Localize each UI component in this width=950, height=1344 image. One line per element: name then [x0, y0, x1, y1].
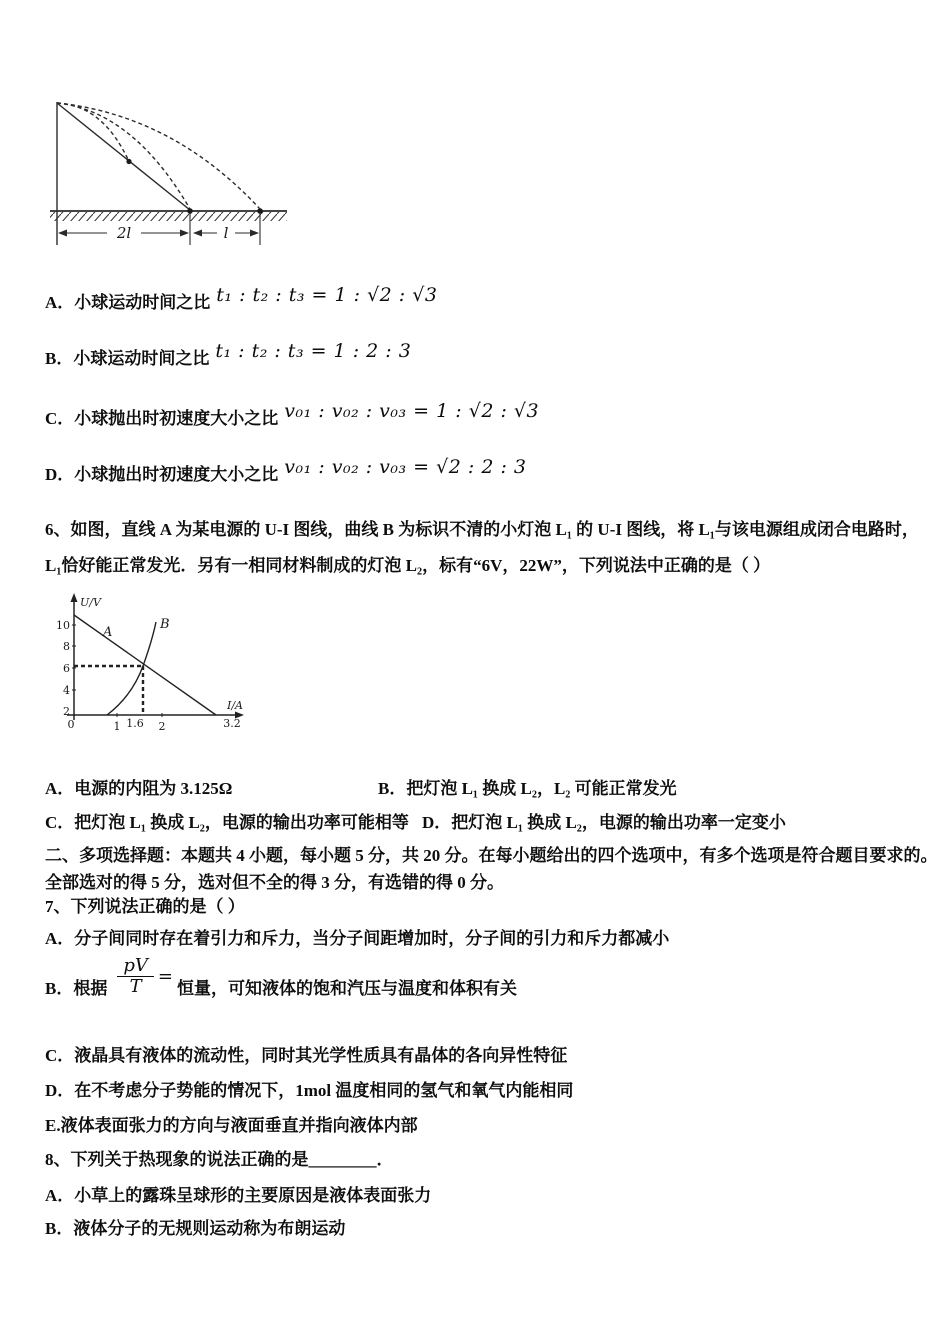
- y-tick-label-10: 10: [56, 619, 70, 632]
- projectile-figure: [45, 97, 295, 252]
- q5-option-d: [45, 456, 527, 487]
- trajectory-3: [57, 103, 260, 209]
- y-tick-label-6: 6: [63, 662, 70, 675]
- y-axis-label: U/V: [80, 596, 101, 609]
- y-tick-label-4: 4: [63, 684, 70, 697]
- q6-options-row1: [45, 777, 677, 801]
- q7-option-e: E.液体表面张力的方向与液面垂直并指向液体内部: [45, 1116, 418, 1135]
- q5-option-d-formula: v₀₁ : v₀₂ : v₀₃ = √2 : 2 : 3: [284, 456, 527, 478]
- q5-option-d-label: D．: [45, 465, 75, 484]
- landing-dot-2l: [187, 208, 193, 214]
- ui-graph-figure: [55, 592, 255, 742]
- q5-option-b-formula: t₁ : t₂ : t₃ = 1 : 2 : 3: [215, 340, 412, 362]
- x-tick-label-0: 0: [67, 718, 75, 731]
- ball-dot: [126, 159, 131, 164]
- q5-option-a-text: 小球运动时间之比: [74, 293, 211, 312]
- q8-option-a: A．小草上的露珠呈球形的主要原因是液体表面张力: [45, 1186, 432, 1205]
- curve-b: [107, 622, 156, 715]
- pv-t-fraction: [117, 956, 173, 997]
- q6-option-b: B．把灯泡 L₁ 换成 L₂，L₂ 可能正常发光: [378, 779, 677, 798]
- x-tick-label-3-2: 3.2: [223, 717, 241, 730]
- q8-option-b: B．液体分子的无规则运动称为布朗运动: [45, 1219, 346, 1238]
- q5-option-c-formula: v₀₁ : v₀₂ : v₀₃ = 1 : √2 : √3: [284, 400, 540, 422]
- q7-option-b-suffix: 恒量，可知液体的饱和汽压与温度和体积有关: [176, 979, 517, 998]
- line-a-label: A: [103, 625, 113, 640]
- arrowhead: [250, 230, 259, 237]
- x-axis-label: I/A: [227, 699, 243, 712]
- q6-option-a: A．电源的内阻为 3.125Ω: [45, 779, 233, 798]
- q6-options-row2: [45, 811, 786, 835]
- q7-option-a: A．分子间同时存在着引力和斥力，当分子间距增加时，分子间的引力和斥力都减小: [45, 929, 670, 948]
- incline-line: [57, 103, 190, 210]
- fraction-denominator: T: [129, 976, 142, 997]
- x-tick-label-1: 1: [113, 720, 121, 733]
- q5-option-a-formula: t₁ : t₂ : t₃ = 1 : √2 : √3: [216, 284, 438, 306]
- dim-label-2l: 2l: [116, 224, 132, 242]
- q5-option-a-label: A．: [45, 293, 75, 312]
- y-axis-arrow: [71, 593, 78, 602]
- arrowhead: [58, 230, 67, 237]
- q5-option-b: [45, 340, 412, 371]
- dim-label-l: l: [223, 224, 229, 242]
- arrowhead: [180, 230, 189, 237]
- q7-option-b: [45, 955, 517, 1001]
- q7-option-c: C．液晶具有液体的流动性，同时其光学性质具有晶体的各向异性特征: [45, 1046, 568, 1065]
- ground-hatch: [50, 212, 287, 221]
- fraction-numerator: pV: [117, 956, 154, 977]
- equals-sign: =: [157, 966, 173, 987]
- q8-stem: 8、下列关于热现象的说法正确的是________．: [45, 1150, 394, 1169]
- q5-option-a: [45, 284, 438, 315]
- q7-option-d: D．在不考虑分子势能的情况下，1mol 温度相同的氢气和氧气内能相同: [45, 1081, 574, 1100]
- q7-option-b-prefix: B．根据: [45, 979, 108, 998]
- section2-header-line2: 全部选对的得 5 分，选对但不全的得 3 分，有选错的得 0 分。: [45, 873, 504, 892]
- q6-stem-line2: L₁恰好能正常发光．另有一相同材料制成的灯泡 L₂，标有“6V，22W”，下列说法中正确的是（ ）: [45, 556, 771, 575]
- q6-option-d: D．把灯泡 L₁ 换成 L₂，电源的输出功率一定变小: [422, 813, 786, 832]
- q5-option-b-label: B．: [45, 349, 74, 368]
- q5-option-c-text: 小球抛出时初速度大小之比: [74, 409, 279, 428]
- q6-option-c: C．把灯泡 L₁ 换成 L₂，电源的输出功率可能相等: [45, 813, 409, 832]
- arrowhead: [193, 230, 202, 237]
- q7-stem: 7、下列说法正确的是（ ）: [45, 897, 245, 916]
- y-tick-label-8: 8: [63, 640, 70, 653]
- x-tick-label-2: 2: [158, 720, 166, 733]
- q5-option-b-text: 小球运动时间之比: [73, 349, 210, 368]
- y-tick-label-2: 2: [63, 705, 70, 718]
- q5-option-c: [45, 400, 540, 431]
- q6-stem-line1: 6、如图，直线 A 为某电源的 U-I 图线，曲线 B 为标识不清的小灯泡 L₁ 的 U-I 图线，将 L₁与该电源组成闭合电路时，: [45, 520, 919, 539]
- q5-option-c-label: C．: [45, 409, 75, 428]
- x-tick-label-1-6: 1.6: [126, 717, 144, 730]
- curve-b-label: B: [160, 617, 170, 632]
- section2-header-line1: 二、多项选择题：本题共 4 小题，每小题 5 分，共 20 分。在每小题给出的四个选项中，有多个选项是符合题目要求的。: [45, 846, 938, 865]
- landing-dot-3l: [257, 208, 263, 214]
- q5-option-d-text: 小球抛出时初速度大小之比: [74, 465, 279, 484]
